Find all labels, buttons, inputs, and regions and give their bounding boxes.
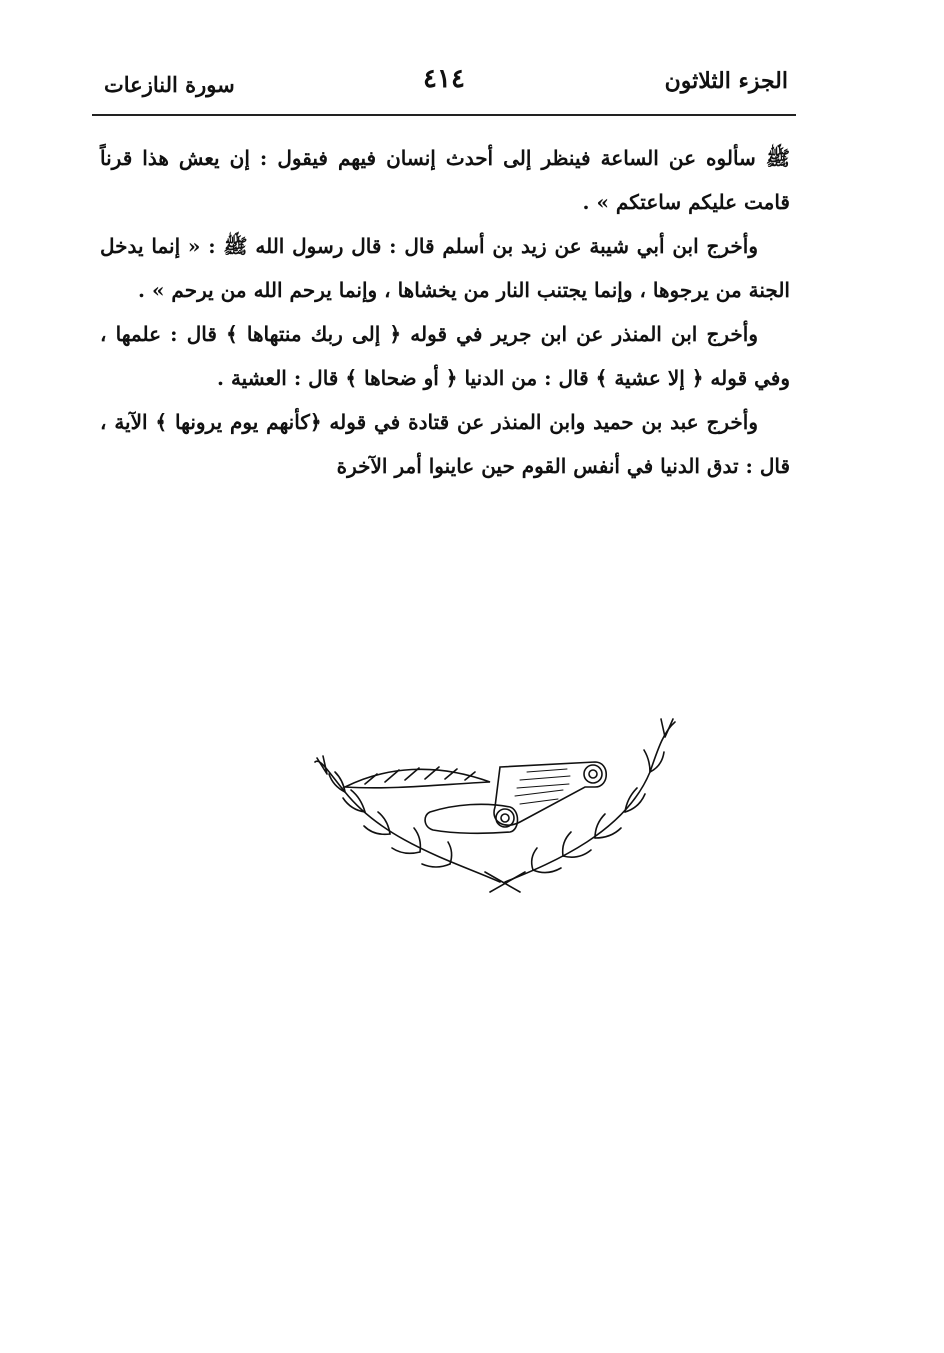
paragraph: ﷺ سألوه عن الساعة فينظر إلى أحدث إنسان فيهم فيقول : إن يعش هذا قرناً قامت عليكم ساعتكم » .	[100, 146, 790, 214]
page-header	[92, 60, 796, 116]
running-head-surah: سورة النازعات	[104, 72, 235, 97]
left-laurel-branch	[315, 761, 500, 882]
paragraph: وأخرج ابن أبي شيبة عن زيد بن أسلم قال : قال رسول الله ﷺ : « إنما يدخل الجنة من يرجوها ، وإنما يجتنب النار من يخشاها ، وإنما يرحم الله من يرحم » .	[100, 234, 790, 302]
running-head-part: الجزء الثلاثون	[664, 68, 788, 94]
paragraph: وأخرج عبد بن حميد وابن المنذر عن قتادة في قوله ﴿كأنهم يوم يرونها ﴾ الآية ، قال : تدق الدنيا في أنفس القوم حين عاينوا أمر الآخرة	[100, 410, 790, 478]
right-laurel-branch	[505, 722, 675, 882]
paragraph: وأخرج ابن المنذر عن ابن جرير في قوله ﴿ إلى ربك منتهاها ﴾ قال : علمها ، وفي قوله ﴿ إلا عشية ﴾ قال : من الدنيا ﴿ أو ضحاها ﴾ قال : العشية .	[100, 322, 790, 390]
laurel-scroll-quill-icon	[305, 712, 690, 897]
main-text	[100, 136, 790, 488]
quill-icon	[345, 769, 490, 788]
page-number: ٤١٤	[423, 64, 465, 94]
